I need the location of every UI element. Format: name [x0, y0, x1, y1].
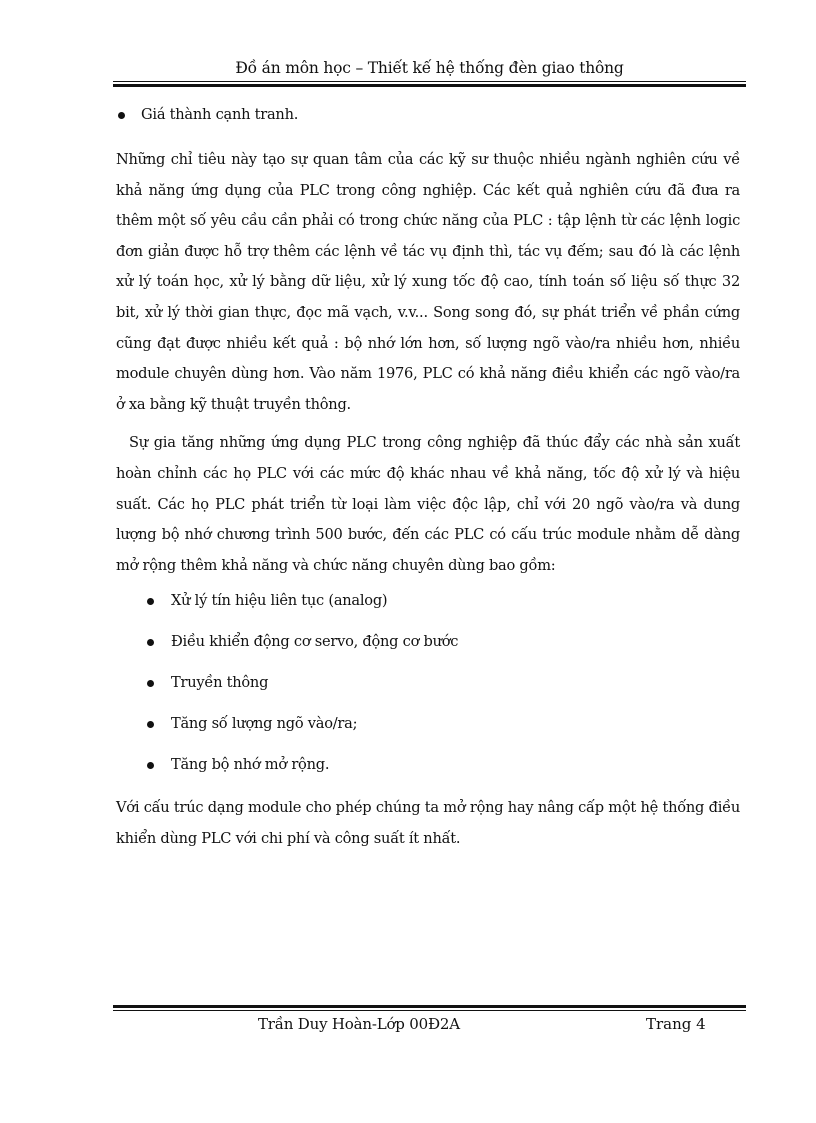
footer-rule-thick — [113, 1005, 746, 1008]
header-rule-thin — [113, 81, 746, 82]
paragraph-plc-research: Những chỉ tiêu này tạo sự quan tâm của các kỹ sư thuộc nhiều ngành nghiên cứu về khả năng ứng dụng của PLC trong công nghiệp. Các kết quả nghiên cứu đã đưa ra thêm một số yêu cầu cần phải có trong chức năng của PLC : tập lệnh từ các lệnh logic đơn giản được hỗ trợ thêm các lệnh về tác vụ định thì, tác vụ đếm; sau đó là các lệnh xử lý toán học, xử lý bằng dữ liệu, xử lý xung tốc độ cao, tính toán số liệu số thực 32 bit, xử lý thời gian thực, đọc mã vạch, v.v... Song song đó, sự phát triển về phần cứng cũng đạt được nhiều kết quả : bộ nhớ lớn hơn, số lượng ngõ vào/ra nhiều hơn, nhiều module chuyên dùng hơn. Vào năm 1976, PLC có khả năng điều khiển các ngõ vào/ra ở xa bằng kỹ thuật truyền thông. — [116, 151, 740, 413]
paragraph-module-structure: Với cấu trúc dạng module cho phép chúng ta mở rộng hay nâng cấp một hệ thống điều khiển dùng PLC với chi phí và công suất ít nhất. — [116, 799, 740, 847]
list-item: Tăng số lượng ngõ vào/ra; — [116, 710, 740, 751]
list-item: Xử lý tín hiệu liên tục (analog) — [116, 587, 740, 628]
header-rule-thick — [113, 84, 746, 87]
page-content — [116, 101, 740, 855]
list-item: Tăng bộ nhớ mở rộng. — [116, 751, 740, 792]
paragraph-plc-families: Sự gia tăng những ứng dụng PLC trong công nghiệp đã thúc đẩy các nhà sản xuất hoàn chỉnh các họ PLC với các mức độ khác nhau về khả năng, tốc độ xử lý và hiệu suất. Các họ PLC phát triển từ loại làm việc độc lập, chỉ với 20 ngõ vào/ra và dung lượng bộ nhớ chương trình 500 bước, đến các PLC có cấu trúc module nhằm dễ dàng mở rộng thêm khả năng và chức năng chuyên dùng bao gồm: — [116, 434, 740, 574]
feature-list — [116, 587, 740, 792]
footer-author: Trần Duy Hoàn-Lớp 00Đ2A — [258, 1015, 460, 1033]
list-item: Điều khiển động cơ servo, động cơ bước — [116, 628, 740, 669]
list-item: Truyền thông — [116, 669, 740, 710]
footer-page-number: Trang 4 — [646, 1015, 706, 1033]
intro-bullet-item: Giá thành cạnh tranh. — [116, 101, 740, 129]
page-header-title: Đồ án môn học – Thiết kế hệ thống đèn giao thông — [235, 59, 624, 77]
footer-rule-thin — [113, 1010, 746, 1011]
